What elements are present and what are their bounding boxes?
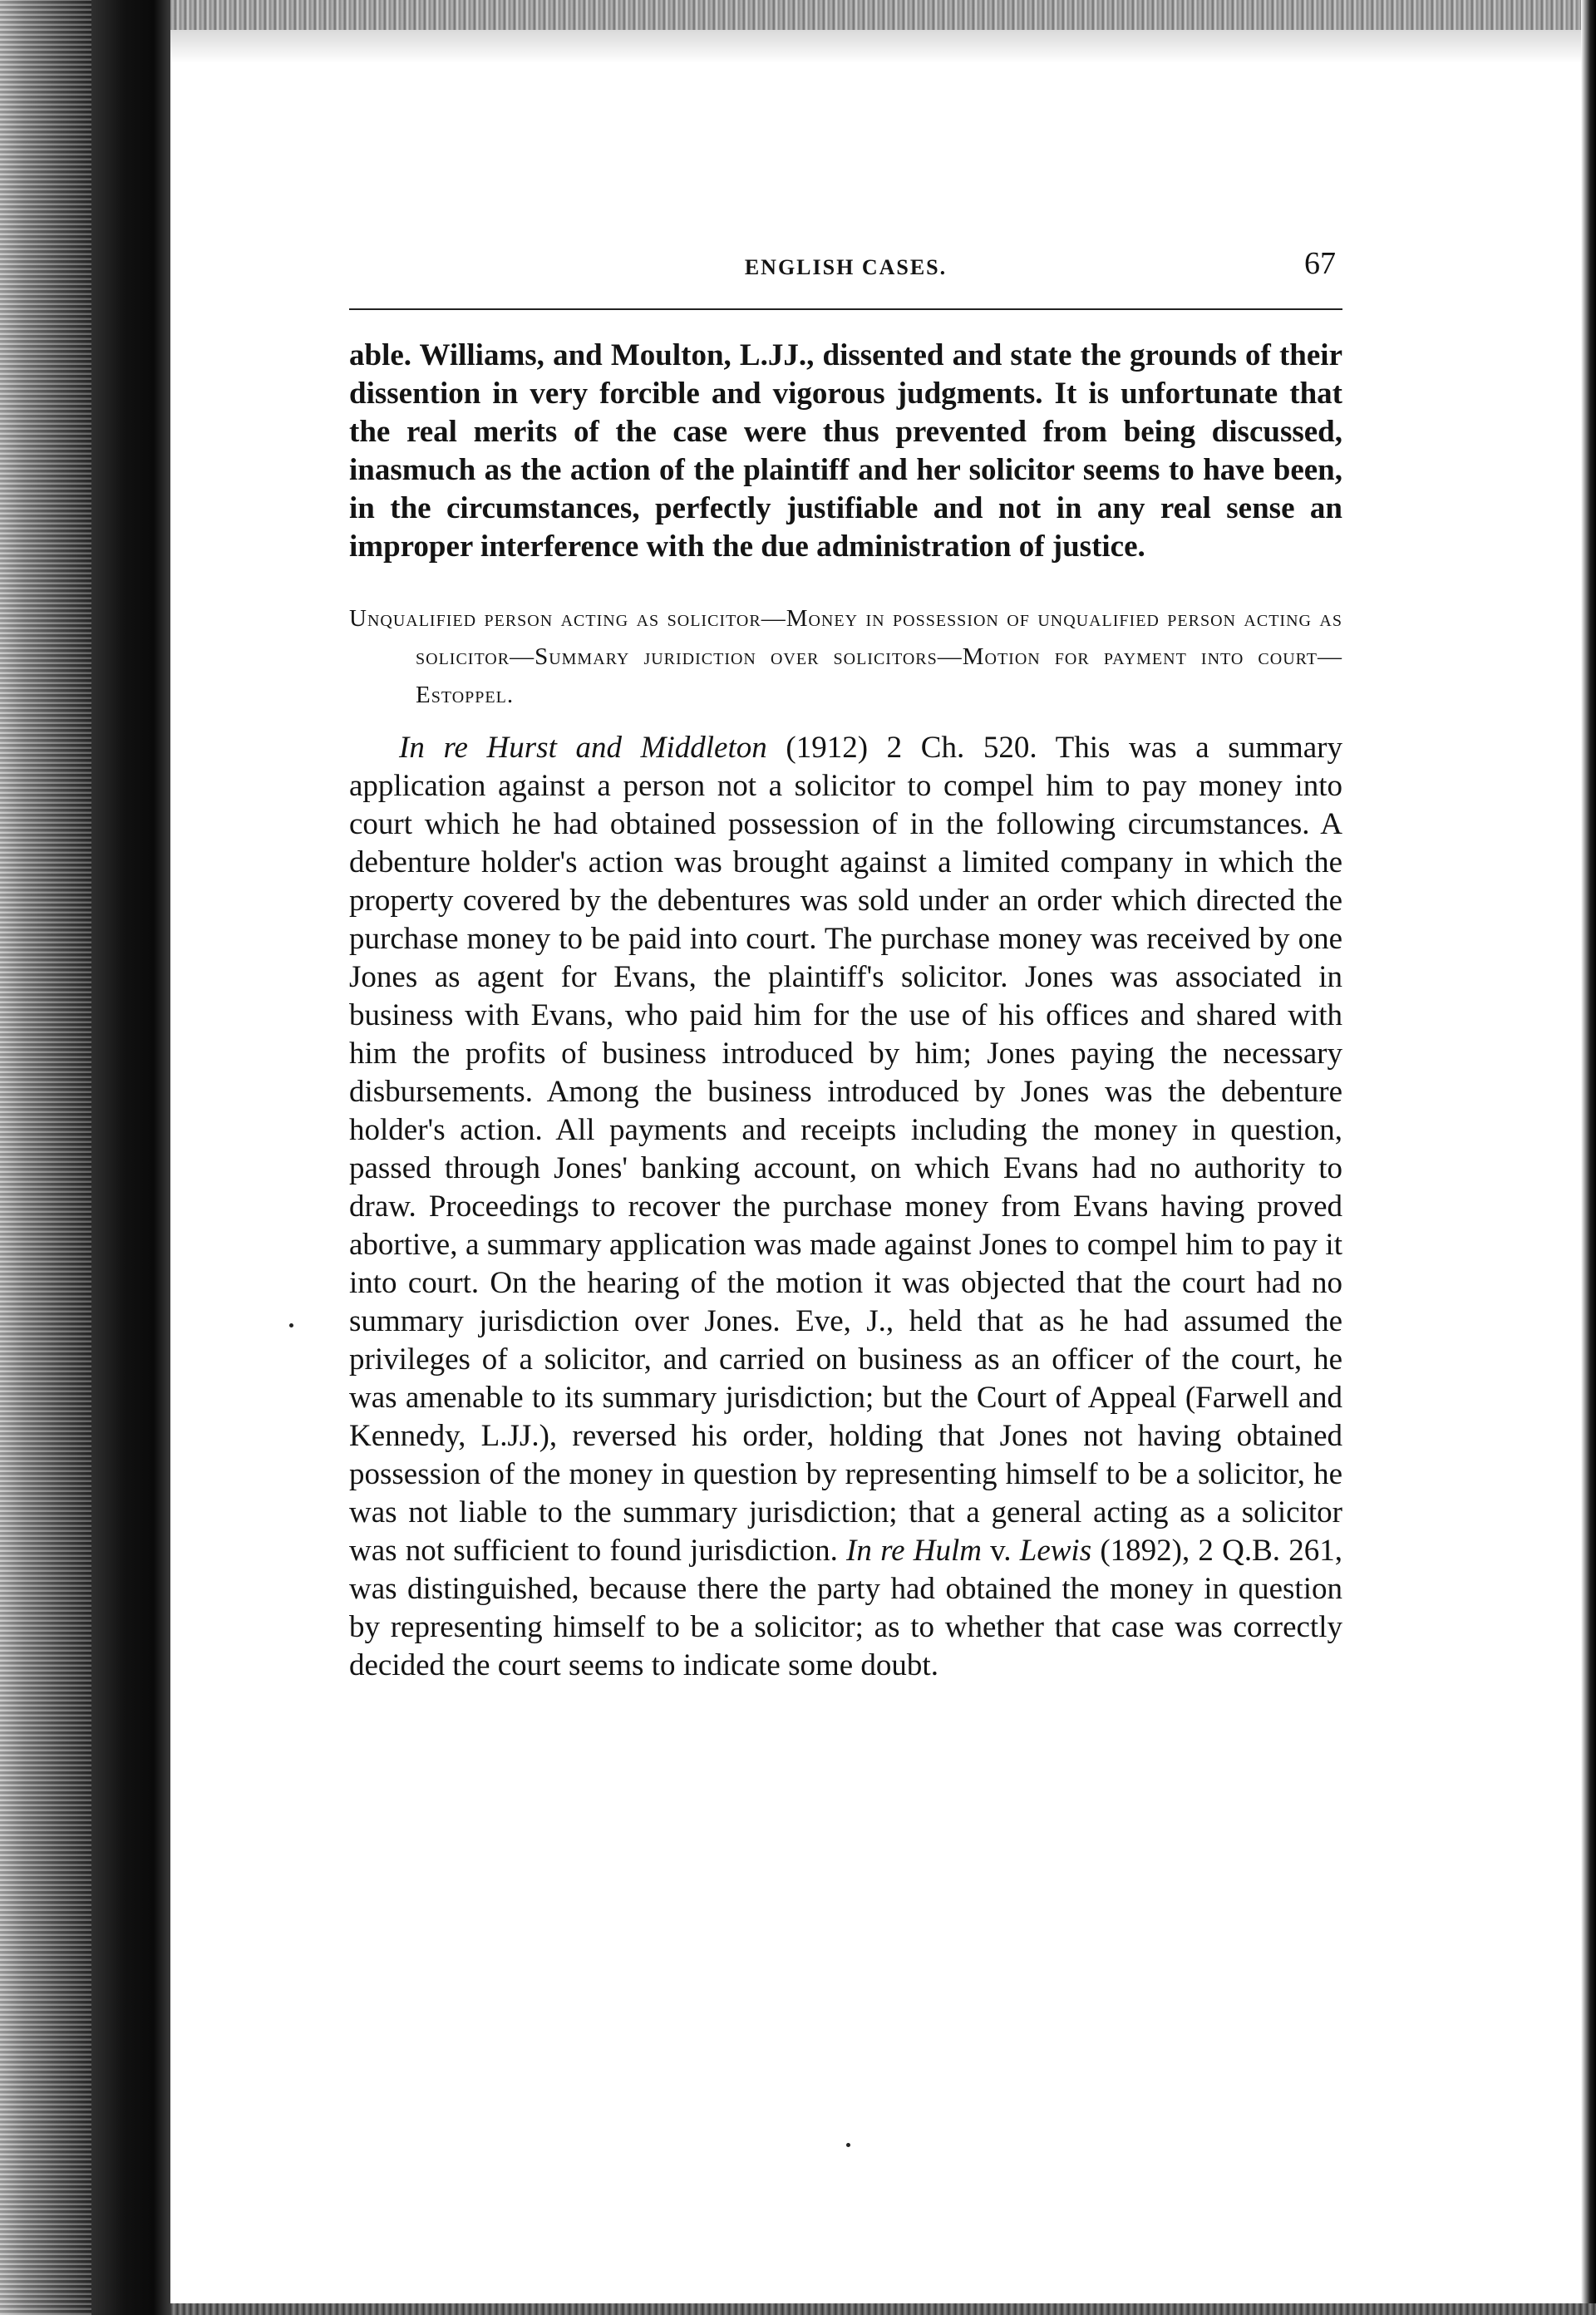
case-name: In re Hurst and Middleton [399,731,767,765]
margin-mark [289,1323,293,1327]
continuation-paragraph: able. Williams, and Moulton, L.JJ., dissented and state the grounds of their dissention in very forcible and vigorous judgments. It is unfortunate that the real merits of the case were thus prevented from being discussed, inasmuch as the action of the plaintiff and her solicitor seems to have been, in the circumstances, perfectly justifiable and not in any real sense an improper interference with the due administration of justice. [349,338,1342,564]
case-body-part-1: This was a summary application against a person not a solicitor to compel him to pay money into court which he had obtained possession of in the following circumstances. A debenture holder's action was brought against a limited company in which the property covered by the debentures was sold under an order which directed the purchase money to be paid into court. The purchase money was received by one Jones as agent for Evans, the plaintiff's solicitor. Jones was associated in business with Evans, who paid him for the use of his offices and shared with him the profits of business introduced by him; Jones paying the necessary disbursements. Among the business introduced by Jones was the debenture holder's action. All payments and receipts including the money in question, passed through Jones' banking account, on which Evans had no authority to draw. Proceedings to recover the purchase money from Evans having proved abortive, a summary application was made against Jones to compel him to pay it into court. On the hearing of the motion it was objected that the court had no summary jurisdiction over Jones. Eve, J., held that as he had assumed the privileges of a solicitor, and carried on business as an officer of the court, he was amenable to its summary jurisdiction; but the Court of Appeal (Farwell and Kennedy, L.JJ.), reversed his order, holding that Jones not having obtained possession of the money in question by representing himself to be a solicitor, he was not liable to the summary jurisdiction; that a general acting as a solicitor was not sufficient to found jurisdiction. [349,731,1343,1568]
case-body-part-2: (1892), 2 Q.B. 261, was distinguished, because there the party had obtained the money in question by representing himself to be a solicitor; as to whether that case was correctly decided the court seems to indicate some doubt. [349,1534,1342,1682]
top-edge-shadow [170,0,1596,30]
section-heading: Unqualified person acting as solicitor—Money in possession of unqualified person acting as solicitor—Summary juridiction over solicitors—Motion for payment into court—Estoppel. [349,605,1342,708]
page-number: 67 [1304,246,1336,281]
header-rule [349,308,1342,310]
top-edge-fade [170,30,1596,63]
right-edge-shadow [1581,0,1596,2315]
running-title: ENGLISH CASES. [744,255,948,279]
cited-case-name-2: Lewis [1019,1534,1092,1568]
case-paragraph [349,729,1342,1685]
case-citation: (1912) 2 Ch. 520. [766,731,1056,765]
cited-case-separator: v. [981,1534,1020,1568]
cited-case-name-1: In re Hulm [846,1534,982,1568]
bottom-edge-shadow [170,2303,1596,2315]
binding-gutter-texture [0,0,91,2315]
margin-mark [846,2143,850,2147]
running-header [349,245,1342,295]
page-content [349,245,1342,1685]
